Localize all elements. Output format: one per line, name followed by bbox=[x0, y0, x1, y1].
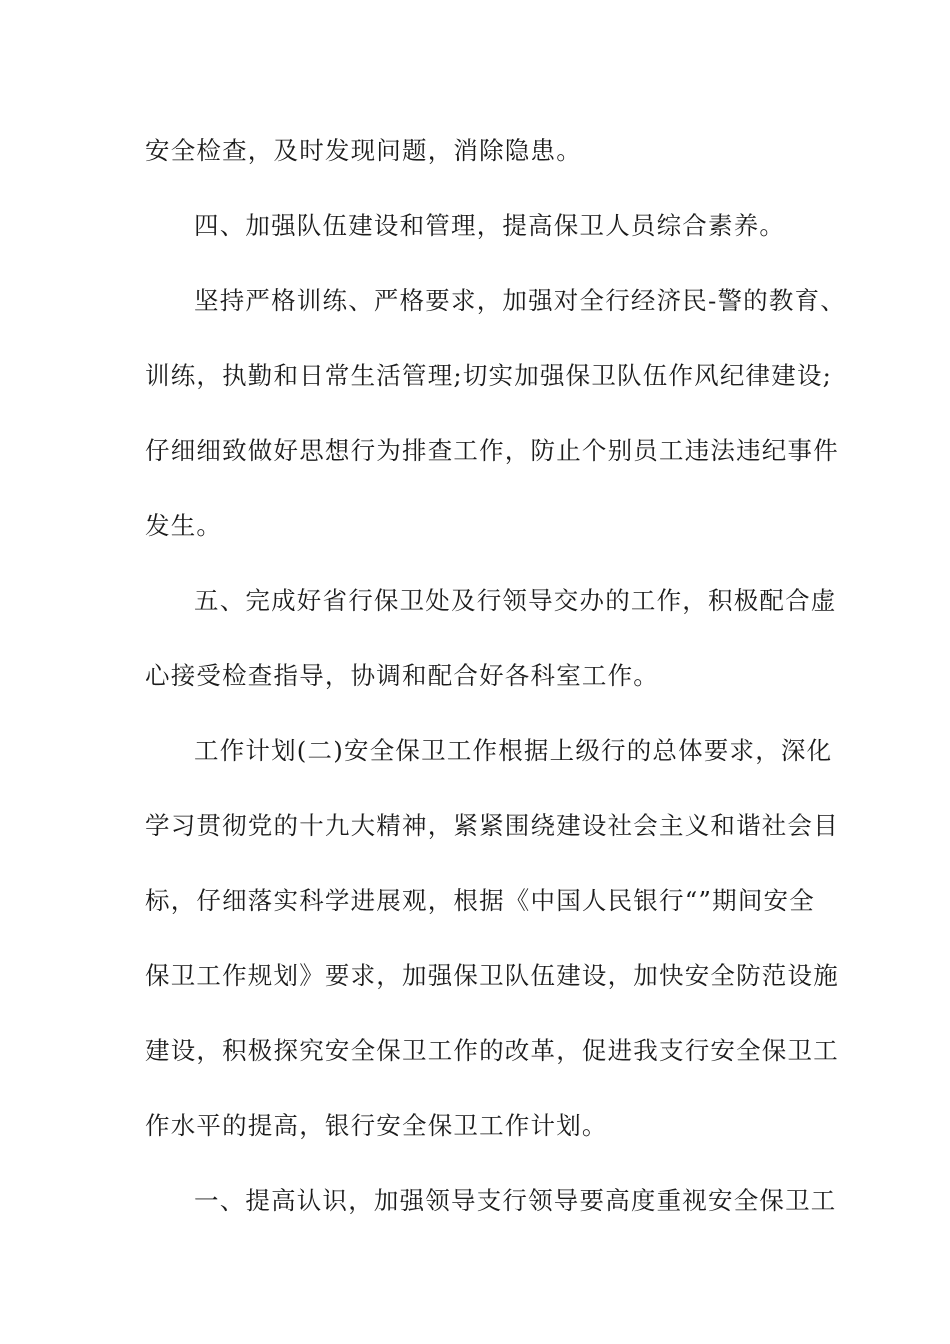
section-heading: 五、完成好省行保卫处及行领导交办的工作，积极配合虚 bbox=[194, 586, 837, 615]
section-heading: 四、加强队伍建设和管理，提高保卫人员综合素养。 bbox=[194, 211, 786, 240]
text-line: 安全检查，及时发现问题，消除隐患。 bbox=[145, 136, 582, 165]
text-line: 保卫工作规划》要求，加强保卫队伍建设，加快安全防范设施 bbox=[145, 961, 839, 990]
text-line: 坚持严格训练、严格要求，加强对全行经济民-警的教育、 bbox=[194, 286, 846, 315]
text-line: 作水平的提高，银行安全保卫工作计划。 bbox=[145, 1111, 608, 1140]
text-line: 建设，积极探究安全保卫工作的改革，促进我支行安全保卫工 bbox=[145, 1036, 839, 1065]
text-line: 标，仔细落实科学进展观，根据《中国人民银行“”期间安全 bbox=[145, 886, 815, 915]
text-line: 学习贯彻党的十九大精神，紧紧围绕建设社会主义和谐社会目 bbox=[145, 811, 839, 840]
text-line: 工作计划(二)安全保卫工作根据上级行的总体要求，深化 bbox=[194, 736, 833, 765]
text-line: 仔细细致做好思想行为排查工作，防止个别员工违法违纪事件 bbox=[145, 436, 839, 465]
text-line: 发生。 bbox=[145, 511, 223, 540]
section-heading: 一、提高认识，加强领导支行领导要高度重视安全保卫工 bbox=[194, 1186, 837, 1215]
text-line: 训练，执勤和日常生活管理;切实加强保卫队伍作风纪律建设; bbox=[145, 361, 833, 390]
text-line: 心接受检查指导，协调和配合好各科室工作。 bbox=[145, 661, 659, 690]
